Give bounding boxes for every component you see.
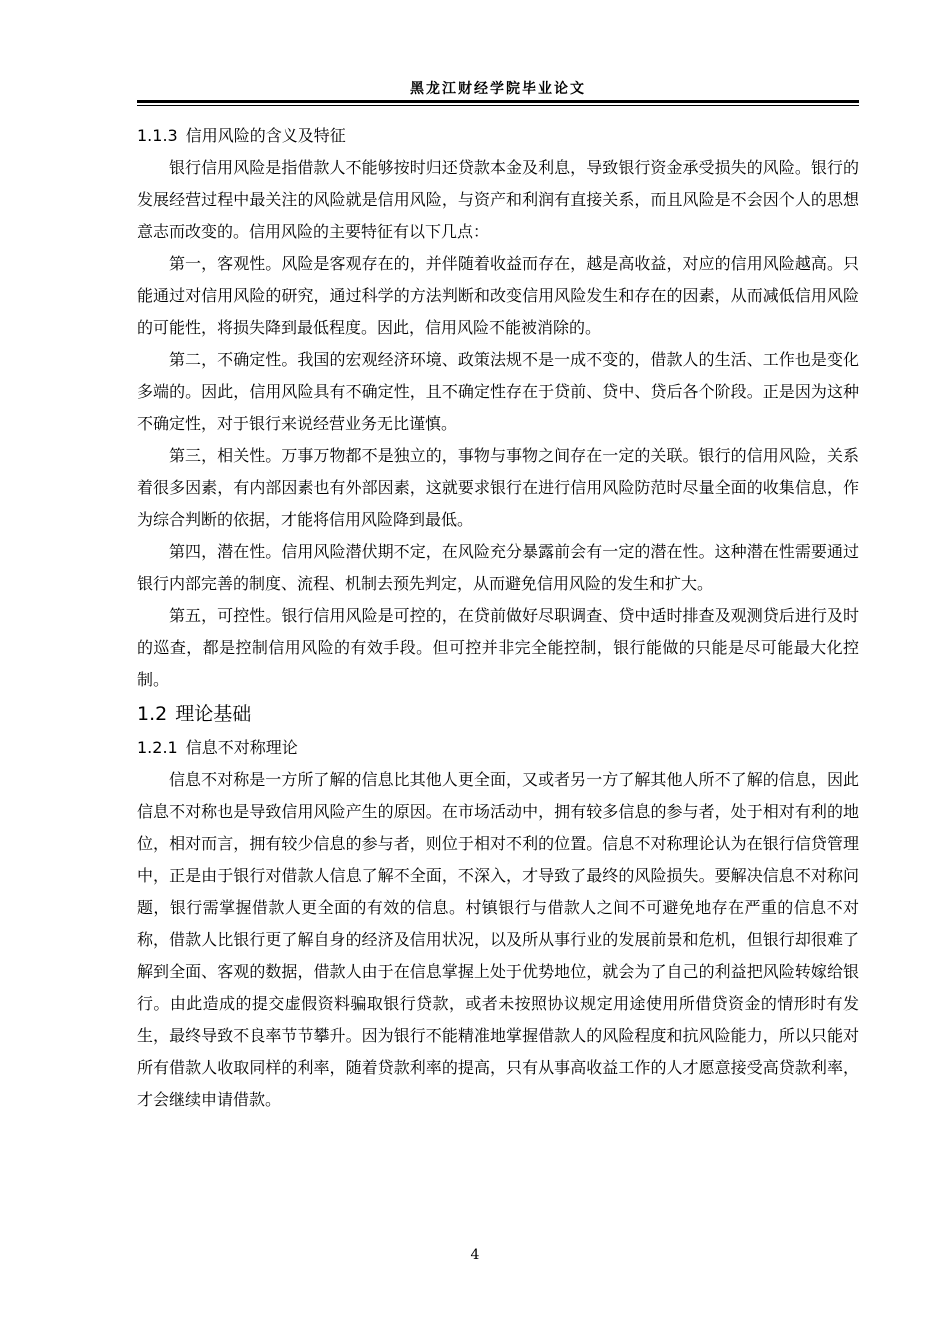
section-title: 信用风险的含义及特征: [185, 126, 346, 145]
header-rule-thick: [137, 100, 859, 103]
page-number: 4: [470, 1247, 480, 1263]
paragraph: 第一，客观性。风险是客观存在的，并伴随着收益而存在，越是高收益，对应的信用风险越高。只能通过对信用风险的研究，通过科学的方法判断和改变信用风险发生和存在的因素，从而减低信用风险的可能性，将损失降到最低程度。因此，信用风险不能被消除的。: [137, 254, 859, 337]
paragraph: 第四，潜在性。信用风险潜伏期不定，在风险充分暴露前会有一定的潜在性。这种潜在性需要通过银行内部完善的制度、流程、机制去预先判定，从而避免信用风险的发生和扩大。: [137, 542, 859, 593]
paragraph: 银行信用风险是指借款人不能够按时归还贷款本金及利息，导致银行资金承受损失的风险。银行的发展经营过程中最关注的风险就是信用风险，与资产和利润有直接关系，而且风险是不会因个人的思想意志而改变的。信用风险的主要特征有以下几点：: [137, 158, 859, 241]
section-title: 理论基础: [175, 703, 252, 725]
paragraph: 第二，不确定性。我国的宏观经济环境、政策法规不是一成不变的，借款人的生活、工作也是变化多端的。因此，信用风险具有不确定性，且不确定性存在于贷前、贷中、贷后各个阶段。正是因为这种不确定性，对于银行来说经营业务无比谨慎。: [137, 350, 859, 433]
page-body: [137, 120, 859, 1116]
paragraph: 第五，可控性。银行信用风险是可控的，在贷前做好尽职调查、贷中适时排查及观测贷后进行及时的巡查，都是控制信用风险的有效手段。但可控并非完全能控制，银行能做的只能是尽可能最大化控制。: [137, 606, 859, 689]
section-number: 1.1.3: [137, 126, 178, 145]
paragraph: 第三，相关性。万事万物都不是独立的，事物与事物之间存在一定的关联。银行的信用风险，关系着很多因素，有内部因素也有外部因素，这就要求银行在进行信用风险防范时尽量全面的收集信息，作为综合判断的依据，才能将信用风险降到最低。: [137, 446, 859, 529]
section-number: 1.2.1: [137, 738, 178, 757]
header-rule-thin: [137, 105, 859, 106]
section-number: 1.2: [137, 703, 168, 725]
paragraph: 信息不对称是一方所了解的信息比其他人更全面，又或者另一方了解其他人所不了解的信息，因此信息不对称也是导致信用风险产生的原因。在市场活动中，拥有较多信息的参与者，处于相对有利的地位，相对而言，拥有较少信息的参与者，则位于相对不利的位置。信息不对称理论认为在银行信贷管理中，正是由于银行对借款人信息了解不全面，不深入，才导致了最终的风险损失。要解决信息不对称问题，银行需掌握借款人更全面的有效的信息。村镇银行与借款人之间不可避免地存在严重的信息不对称，借款人比银行更了解自身的经济及信用状况，以及所从事行业的发展前景和危机，但银行却很难了解到全面、客观的数据，借款人由于在信息掌握上处于优势地位，就会为了自己的利益把风险转嫁给银行。由此造成的提交虚假资料骗取银行贷款，或者未按照协议规定用途使用所借贷资金的情形时有发生，最终导致不良率节节攀升。因为银行不能精准地掌握借款人的风险程度和抗风险能力，所以只能对所有借款人收取同样的利率，随着贷款利率的提高，只有从事高收益工作的人才愿意接受高贷款利率，才会继续申请借款。: [137, 770, 859, 1109]
section-heading-1-1-3: [137, 120, 859, 152]
section-heading-1-2-1: [137, 732, 859, 764]
running-header: 黑龙江财经学院毕业论文: [410, 81, 586, 97]
section-title: 信息不对称理论: [185, 738, 298, 757]
section-heading-1-2: [137, 696, 859, 732]
